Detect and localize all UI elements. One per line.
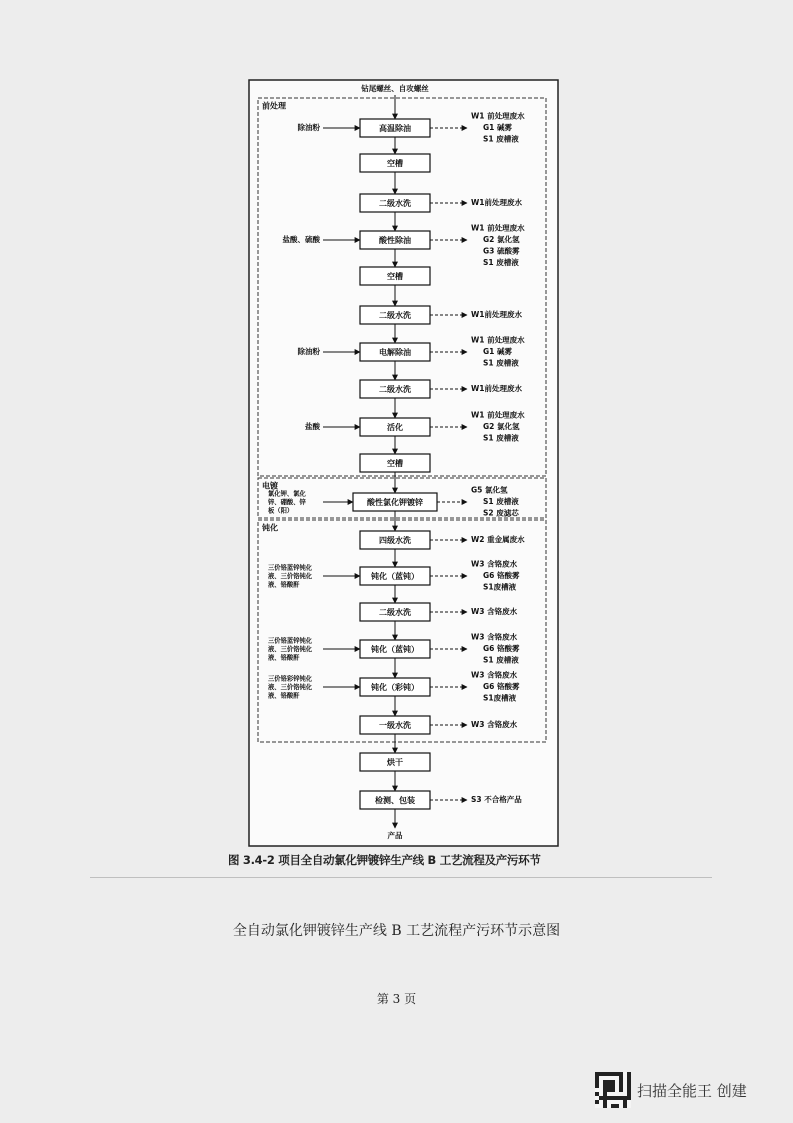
pollutant-output: W1前处理废水 (471, 198, 522, 207)
pollutant-output: S1废槽液 (483, 582, 517, 592)
top-input-label: 钻尾螺丝、自攻螺丝 (361, 84, 429, 93)
process-step-label: 钝化（彩钝） (371, 683, 419, 692)
pollutant-output: W1 前处理废水 (471, 410, 525, 420)
process-step-label: 烘干 (387, 758, 403, 767)
process-step-label: 空槽 (387, 159, 403, 168)
process-step-label: 二级水洗 (379, 385, 411, 394)
pollutant-output: W1前处理废水 (471, 384, 522, 393)
pollutant-output: G6 铬酸雾 (483, 682, 520, 691)
pollutant-output: W1 前处理废水 (471, 223, 525, 233)
process-step-label: 四级水洗 (379, 536, 411, 545)
process-step-label: 二级水洗 (379, 199, 411, 208)
pollutant-output: W1 前处理废水 (471, 335, 525, 345)
input-material: 液、铬酸酐 (268, 654, 300, 662)
input-material: 盐酸、硫酸 (282, 235, 320, 244)
pollutant-output: W1前处理废水 (471, 310, 522, 319)
pollutant-output: G3 硫酸雾 (483, 246, 520, 256)
process-step-label: 钝化（蓝钝） (371, 645, 419, 654)
pollutant-output: S1 废槽液 (483, 497, 519, 506)
pollutant-output: G2 氯化氢 (483, 422, 520, 431)
input-material: 液、三价铬钝化 (268, 646, 313, 653)
input-material: 液、铬酸酐 (268, 692, 300, 700)
pollutant-output: W3 含铬废水 (471, 607, 518, 616)
process-step-label: 钝化（蓝钝） (371, 572, 419, 581)
pollutant-output: S2 废滤芯 (483, 508, 519, 518)
input-material: 氯化钾、氯化 (268, 490, 306, 498)
pollutant-output: S1废槽液 (483, 693, 517, 703)
process-step-label: 电解除油 (379, 348, 411, 357)
pollutant-output: G1 碱雾 (483, 123, 512, 132)
section-label-passiv: 钝化 (262, 523, 278, 533)
input-material: 三价铬蓝锌钝化 (268, 637, 313, 645)
input-material: 三价铬彩锌钝化 (268, 675, 313, 683)
pollutant-output: G6 铬酸雾 (483, 571, 520, 580)
process-step-label: 空槽 (387, 272, 403, 281)
process-step-label: 检测、包装 (375, 796, 415, 805)
input-material: 锌、硼酸、锌 (268, 499, 306, 506)
pollutant-output: W2 重金属废水 (471, 535, 525, 544)
pollutant-output: S1 废槽液 (483, 134, 519, 144)
pollutant-output: G2 氯化氢 (483, 235, 520, 244)
pollutant-output: S1 废槽液 (483, 655, 519, 665)
separator-line (90, 877, 712, 878)
pollutant-output: W3 含铬废水 (471, 720, 518, 729)
process-step-label: 二级水洗 (379, 608, 411, 617)
pollutant-output: G5 氯化氢 (471, 485, 508, 495)
pollutant-output: W1 前处理废水 (471, 111, 525, 121)
input-material: 盐酸 (305, 422, 320, 431)
process-step-label: 高温除油 (379, 124, 411, 133)
watermark-text: 扫描全能王 创建 (637, 1081, 747, 1100)
page-number: 第 3 页 (376, 992, 417, 1006)
scanner-watermark (595, 1072, 747, 1108)
input-material: 除油粉 (297, 123, 320, 132)
pollutant-output: G6 铬酸雾 (483, 644, 520, 653)
process-step-label: 二级水洗 (379, 311, 411, 320)
process-step-label: 空槽 (387, 459, 403, 468)
process-step-label: 酸性除油 (379, 236, 411, 245)
pollutant-output: W3 含铬废水 (471, 632, 518, 642)
input-material: 除油粉 (297, 347, 320, 356)
pollutant-output: S1 废槽液 (483, 258, 519, 267)
process-step-label: 酸性氯化钾镀锌 (367, 498, 423, 507)
input-material: 液、三价铬钝化 (268, 684, 313, 691)
pollutant-output: S1 废槽液 (483, 433, 519, 443)
bottom-output-label: 产品 (387, 831, 403, 840)
process-step-label: 活化 (387, 423, 403, 432)
pollutant-output: W3 含铬废水 (471, 670, 518, 680)
pollutant-output: W3 含铬废水 (471, 559, 518, 569)
page-caption: 全自动氯化钾镀锌生产线 B 工艺流程产污环节示意图 (232, 923, 561, 939)
pollutant-output: S3 不合格产品 (471, 795, 522, 804)
process-step-label: 一级水洗 (379, 721, 411, 730)
input-material: 液、铬酸酐 (268, 581, 300, 589)
qr-code-icon (595, 1072, 631, 1108)
figure-caption: 图 3.4-2 项目全自动氯化钾镀锌生产线 B 工艺流程及产污环节 (228, 853, 541, 867)
input-material: 液、三价铬钝化 (268, 573, 313, 580)
input-material: 板（阳） (268, 507, 294, 515)
input-material: 三价铬蓝锌钝化 (268, 564, 313, 572)
pollutant-output: G1 碱雾 (483, 347, 512, 356)
section-label-pre: 前处理 (262, 101, 286, 111)
pollutant-output: S1 废槽液 (483, 358, 519, 368)
section-label-plate: 电镀 (262, 481, 278, 491)
